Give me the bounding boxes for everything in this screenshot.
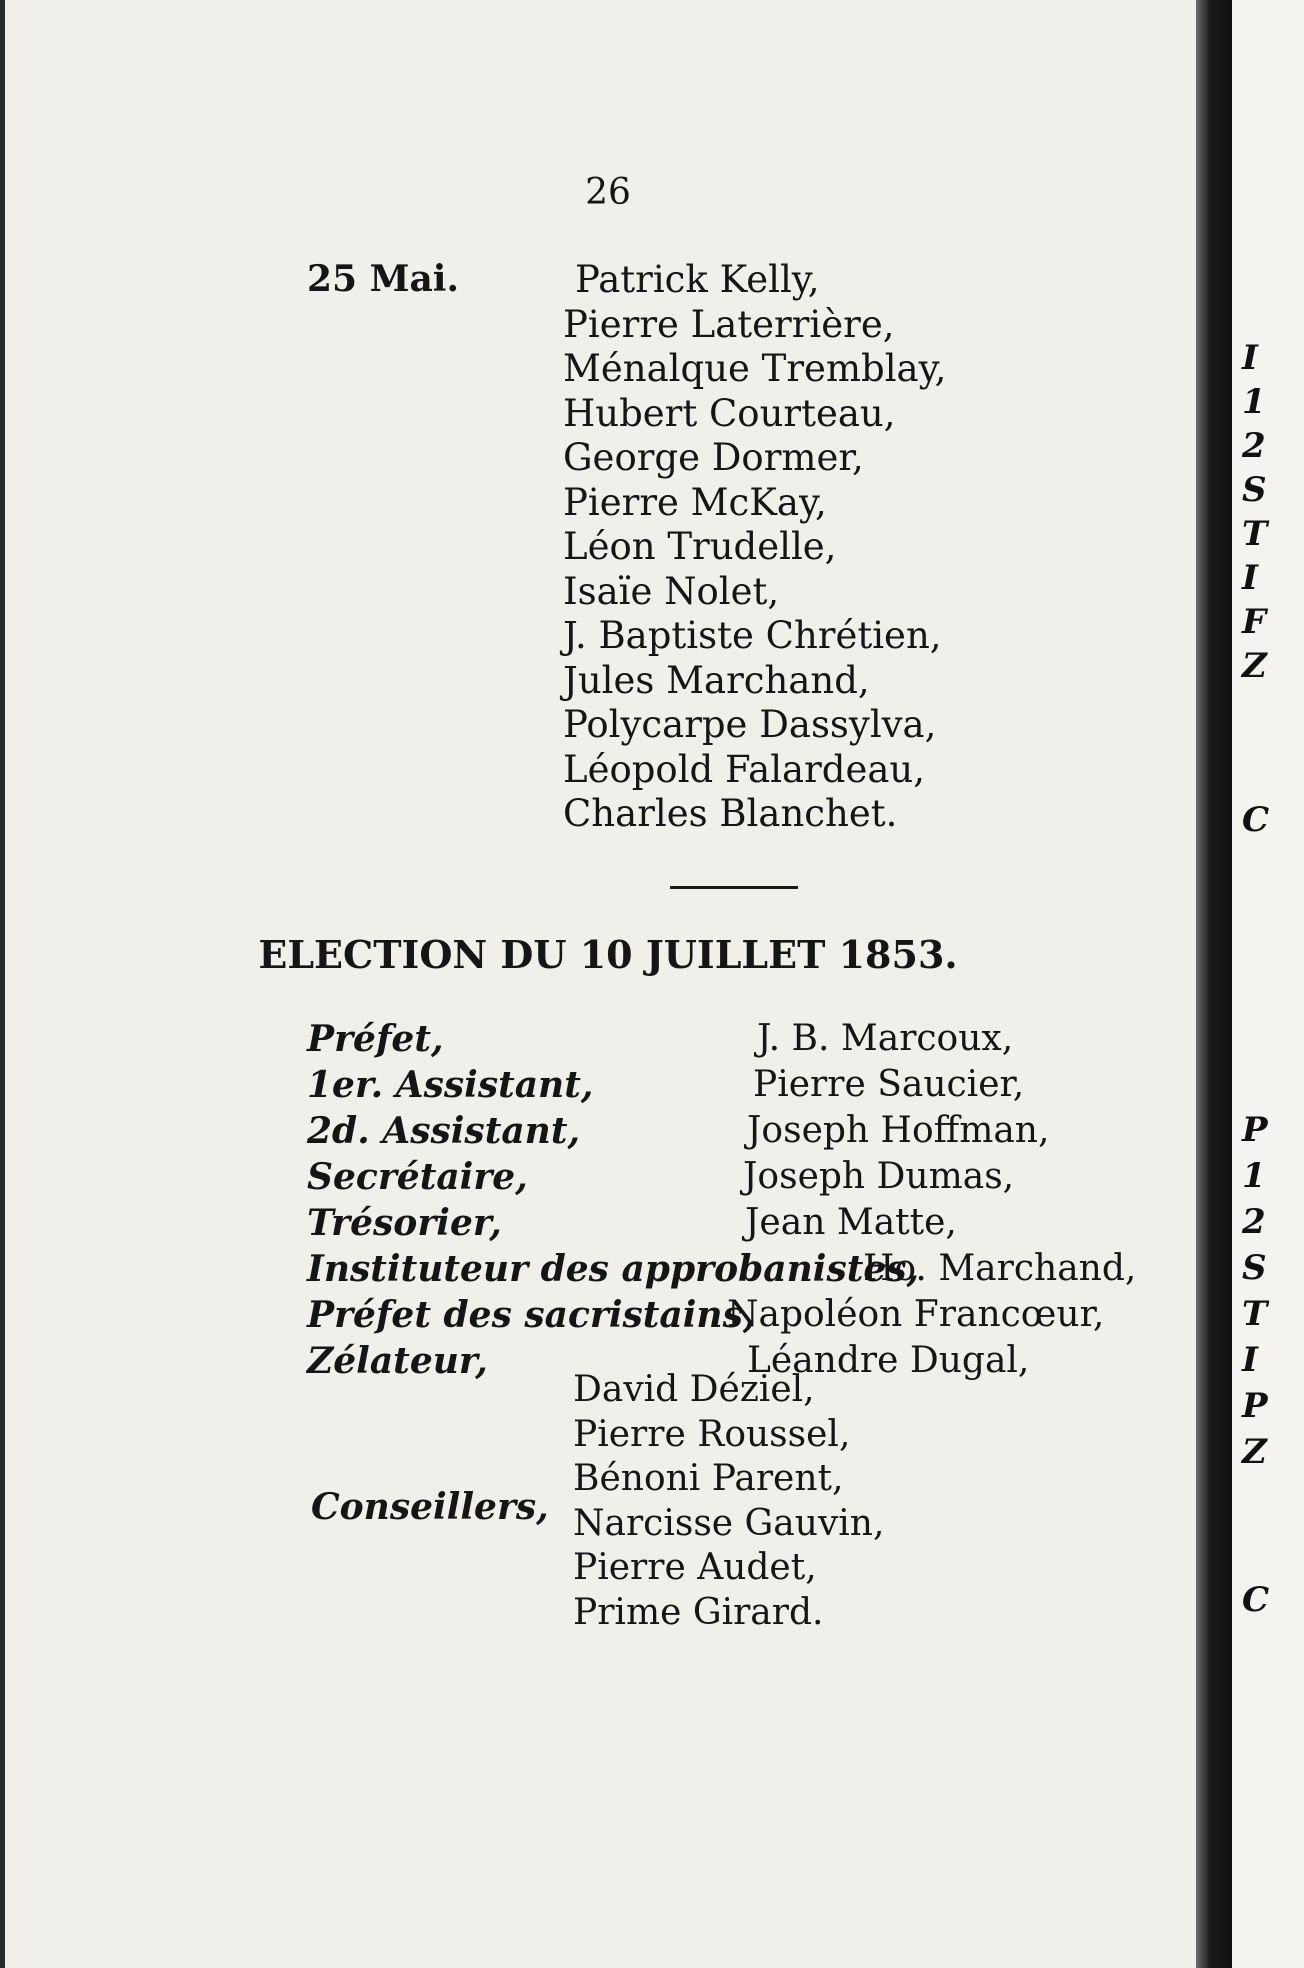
- councillor-name: Pierre Roussel,: [573, 1413, 851, 1455]
- member-name: George Dormer,: [563, 436, 864, 479]
- facing-page-letter: T: [1242, 1294, 1268, 1334]
- facing-page-letter: Z: [1242, 1432, 1267, 1472]
- officer-row: [5, 1202, 1211, 1248]
- member-name: Pierre McKay,: [563, 480, 827, 524]
- member-name: Jules Marchand,: [563, 658, 870, 702]
- officer-name: Ho. Marchand,: [863, 1248, 1137, 1289]
- officer-name: Joseph Hoffman,: [747, 1110, 1050, 1151]
- facing-page-letter: C: [1242, 800, 1270, 840]
- facing-page-letter: I: [1242, 338, 1258, 378]
- entry-date: 25 Mai.: [307, 258, 460, 300]
- facing-page-letter: P: [1242, 1110, 1268, 1150]
- facing-page-letter: Z: [1242, 646, 1267, 686]
- facing-page-letter: T: [1242, 514, 1268, 554]
- member-name: Isaïe Nolet,: [563, 569, 780, 613]
- officer-role: 1er. Assistant,: [307, 1064, 594, 1106]
- facing-page-letter: 2: [1242, 426, 1266, 466]
- officer-name: Napoléon Francœur,: [727, 1294, 1105, 1335]
- councillor-name: David Déziel,: [573, 1369, 815, 1410]
- officer-role: Secrétaire,: [307, 1156, 528, 1198]
- councillor-list: [573, 1368, 884, 1636]
- facing-page-letter: S: [1242, 470, 1267, 510]
- facing-page-letter: F: [1242, 602, 1267, 642]
- councillors-label: Conseillers,: [311, 1486, 549, 1528]
- member-name: Léon Trudelle,: [563, 525, 837, 568]
- officer-row: [5, 1018, 1211, 1064]
- officer-row: [5, 1248, 1211, 1294]
- officer-name: Joseph Dumas,: [743, 1156, 1015, 1197]
- facing-page-letter: S: [1242, 1248, 1267, 1288]
- officer-name: Jean Matte,: [745, 1202, 957, 1243]
- officer-role: 2d. Assistant,: [307, 1110, 580, 1152]
- officer-row: [5, 1156, 1211, 1202]
- member-name: Hubert Courteau,: [563, 391, 896, 435]
- officer-row: [5, 1110, 1211, 1156]
- officer-name: Pierre Saucier,: [753, 1064, 1025, 1105]
- facing-page-letter: P: [1242, 1386, 1268, 1426]
- councillor-name: Pierre Audet,: [573, 1547, 817, 1589]
- section-divider: [670, 886, 798, 889]
- officer-role: Instituteur des approbanistes,: [307, 1248, 920, 1290]
- election-title: ELECTION DU 10 JUILLET 1853.: [258, 932, 958, 977]
- member-name: Ménalque Tremblay,: [563, 347, 947, 390]
- book-gutter: [1196, 0, 1232, 1968]
- officer-role: Préfet des sacristains,: [307, 1294, 756, 1336]
- officer-role: Préfet,: [307, 1018, 444, 1060]
- member-name: Pierre Laterrière,: [563, 302, 895, 346]
- facing-page-letter: 1: [1242, 1156, 1266, 1196]
- member-name: J. Baptiste Chrétien,: [563, 614, 942, 657]
- member-list: [563, 258, 946, 837]
- facing-page-letter: I: [1242, 558, 1258, 598]
- officer-name: J. B. Marcoux,: [757, 1018, 1014, 1059]
- officer-row: [5, 1294, 1211, 1340]
- councillor-name: Prime Girard.: [573, 1591, 824, 1633]
- member-name: Léopold Falardeau,: [563, 747, 926, 791]
- facing-page-letter: 1: [1242, 382, 1266, 422]
- page-number: 26: [585, 172, 631, 213]
- member-name: Polycarpe Dassylva,: [563, 703, 937, 746]
- facing-page-letter: C: [1242, 1580, 1270, 1620]
- officer-row: [5, 1064, 1211, 1110]
- facing-page-letter: 2: [1242, 1202, 1266, 1242]
- officer-role: Trésorier,: [307, 1202, 502, 1244]
- officer-name: Léandre Dugal,: [747, 1340, 1030, 1381]
- member-name: Charles Blanchet.: [563, 792, 898, 835]
- officer-role: Zélateur,: [307, 1340, 488, 1382]
- facing-page-edge: [1232, 0, 1304, 1968]
- member-name: Patrick Kelly,: [575, 258, 820, 301]
- councillor-name: Narcisse Gauvin,: [573, 1502, 885, 1544]
- facing-page-letter: I: [1242, 1340, 1258, 1380]
- councillor-name: Bénoni Parent,: [573, 1458, 844, 1500]
